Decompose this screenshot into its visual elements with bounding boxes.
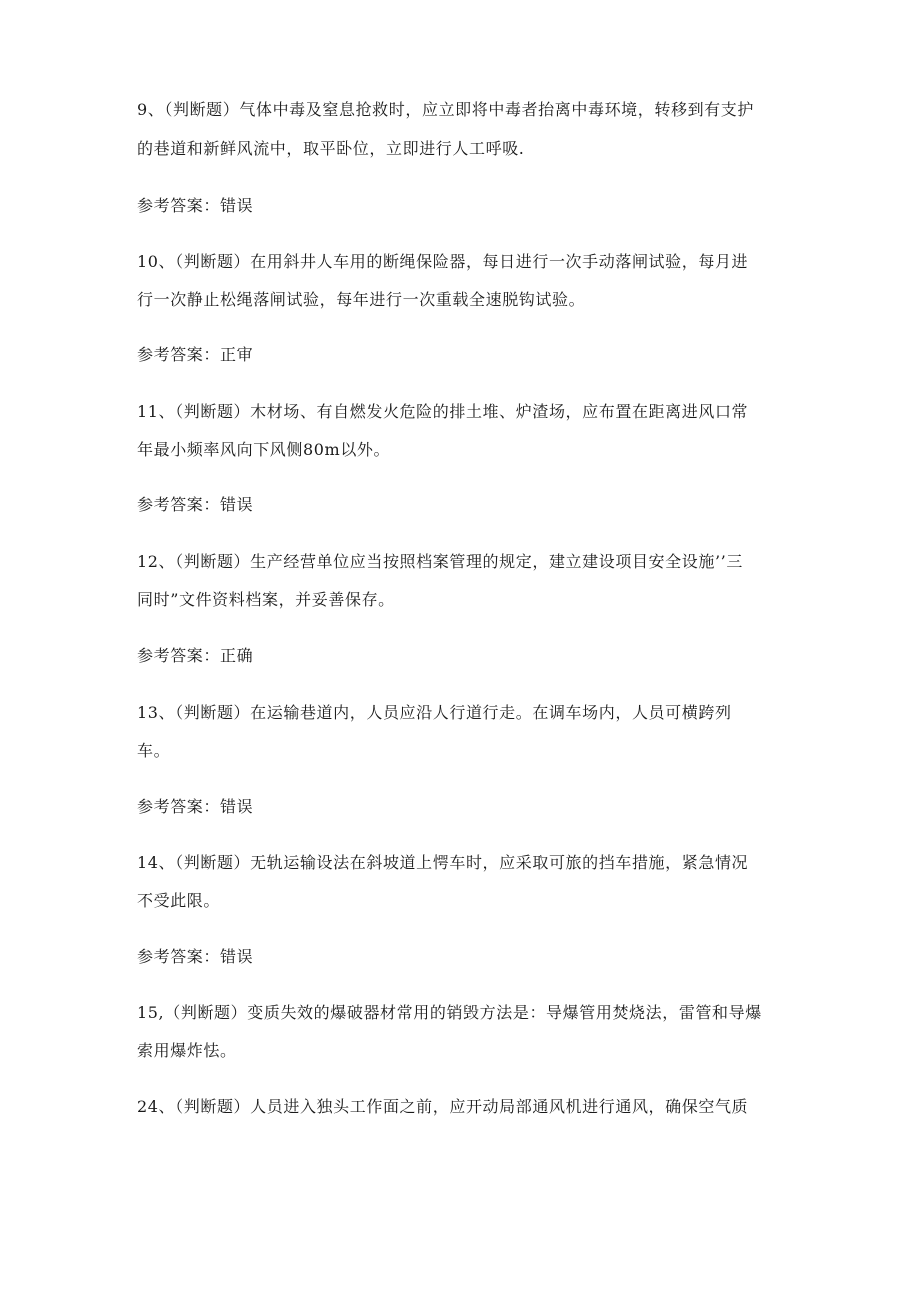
question-24-line-1: 24、（判断题）人员进入独头工作面之前，应开动局部通风机进行通风，确保空气质 bbox=[137, 1097, 749, 1116]
answer-13: 参考答案：错误 bbox=[137, 797, 254, 816]
question-10-line-2: 行一次静止松绳落闸试验，每年进行一次重载全速脱钩试验。 bbox=[137, 290, 586, 309]
question-9-line-2: 的巷道和新鲜风流中，取平卧位，立即进行人工呼吸. bbox=[137, 139, 525, 158]
question-12-line-1: 12、（判断题）生产经营单位应当按照档案管理的规定，建立建设项目安全设施’’三 bbox=[137, 552, 743, 571]
question-14-line-1: 14、（判断题）无轨运输设法在斜坡道上愕车时，应采取可旅的挡车措施，紧急情况 bbox=[137, 853, 749, 872]
answer-14: 参考答案：错误 bbox=[137, 947, 254, 966]
question-13-line-2: 车。 bbox=[137, 741, 171, 760]
question-14-line-2: 不受此限。 bbox=[137, 891, 221, 910]
answer-11: 参考答案：错误 bbox=[137, 495, 254, 514]
question-12-line-2: 同时”文件资料档案，并妥善保存。 bbox=[137, 590, 395, 609]
question-10-line-1: 10、（判断题）在用斜井人车用的断绳保险器，每日进行一次手动落闸试验，每月进 bbox=[137, 252, 749, 271]
question-15-line-1: 15,（判断题）变质失效的爆破器材常用的销毁方法是：导爆管用焚烧法，雷管和导爆 bbox=[137, 1003, 762, 1022]
question-11-line-1: 11、（判断题）木材场、有自燃发火危险的排土堆、炉渣场，应布置在距离进风口常 bbox=[137, 402, 749, 421]
answer-10: 参考答案：正审 bbox=[137, 345, 254, 364]
question-9-line-1: 9、（判断题）气体中毒及窒息抢救时，应立即将中毒者抬离中毒环境，转移到有支护 bbox=[137, 100, 754, 119]
question-11-line-2: 年最小频率风向下风侧80m以外。 bbox=[137, 440, 391, 459]
answer-9: 参考答案：错误 bbox=[137, 196, 254, 215]
answer-12: 参考答案：正确 bbox=[137, 646, 254, 665]
question-15-line-2: 索用爆炸怯。 bbox=[137, 1041, 237, 1060]
question-13-line-1: 13、（判断题）在运输巷道内，人员应沿人行道行走。在调车场内，人员可横跨列 bbox=[137, 703, 732, 722]
